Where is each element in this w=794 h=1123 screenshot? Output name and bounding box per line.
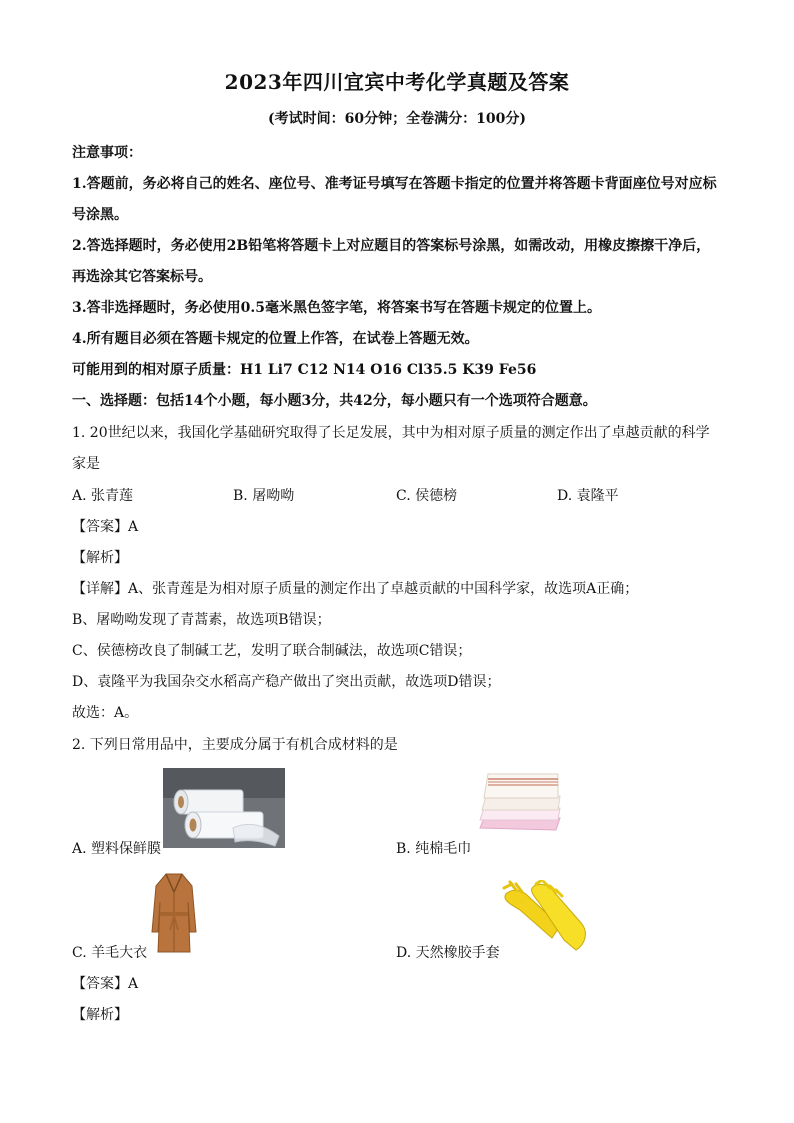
atomic-masses: 可能用到的相对原子质量：H1 Li7 C12 N14 O16 Cl35.5 K39 Fe56 [72, 362, 537, 378]
plastic-wrap-image [163, 768, 285, 848]
q1-stem-line-2: 家是 [72, 456, 100, 472]
cotton-towel-image [474, 768, 566, 840]
q2-option-c: C. 羊毛大衣 [72, 945, 148, 961]
rubber-gloves-image [500, 880, 594, 954]
q1-answer: 【答案】A [72, 519, 139, 535]
q2-answer: 【答案】A [72, 976, 139, 992]
q2-analysis: 【解析】 [72, 1007, 128, 1023]
q1-explain-c: C、侯德榜改良了制碱工艺，发明了联合制碱法，故选项C错误； [72, 643, 472, 659]
q1-conclusion: 故选：A。 [72, 705, 139, 721]
document-title: 2023年四川宜宾中考化学真题及答案 [224, 70, 570, 94]
q1-analysis: 【解析】 [72, 550, 128, 566]
note-4: 4.所有题目必须在答题卡规定的位置上作答，在试卷上答题无效。 [72, 331, 479, 347]
note-2-line-2: 再选涂其它答案标号。 [72, 269, 212, 285]
q1-detail: 【详解】A、张青莲是为相对原子质量的测定作出了卓越贡献的中国科学家，故选项A正确； [72, 581, 639, 597]
q1-option-a: A. 张青莲 [72, 488, 134, 504]
q1-option-b: B. 屠呦呦 [233, 488, 295, 504]
wool-coat-image [148, 872, 200, 956]
q1-stem-line-1: 1. 20世纪以来，我国化学基础研究取得了长足发展，其中为相对原子质量的测定作出了卓越贡献的科学 [72, 425, 710, 441]
q2-option-a: A. 塑料保鲜膜 [72, 841, 162, 857]
q2-stem: 2. 下列日常用品中，主要成分属于有机合成材料的是 [72, 737, 398, 753]
q1-option-d: D. 袁隆平 [557, 488, 619, 504]
q2-option-d: D. 天然橡胶手套 [396, 945, 500, 961]
exam-info: (考试时间：60分钟；全卷满分：100分) [268, 111, 526, 127]
note-2-line-1: 2.答选择题时，务必使用2B铅笔将答题卡上对应题目的答案标号涂黑，如需改动，用橡皮擦擦干净后， [72, 238, 711, 254]
note-1-line-1: 1.答题前，务必将自己的姓名、座位号、准考证号填写在答题卡指定的位置并将答题卡背面座位号对应标 [72, 176, 717, 192]
section-1-heading: 一、选择题：包括14个小题，每小题3分，共42分，每小题只有一个选项符合题意。 [72, 393, 597, 409]
note-1-line-2: 号涂黑。 [72, 207, 128, 223]
note-3: 3.答非选择题时，务必使用0.5毫米黑色签字笔，将答案书写在答题卡规定的位置上。 [72, 300, 601, 316]
q1-explain-b: B、屠呦呦发现了青蒿素，故选项B错误； [72, 612, 331, 628]
q1-option-c: C. 侯德榜 [396, 488, 458, 504]
q2-option-b: B. 纯棉毛巾 [396, 841, 472, 857]
q1-explain-d: D、袁隆平为我国杂交水稻高产稳产做出了突出贡献，故选项D错误； [72, 674, 501, 690]
notes-heading: 注意事项： [72, 145, 142, 161]
